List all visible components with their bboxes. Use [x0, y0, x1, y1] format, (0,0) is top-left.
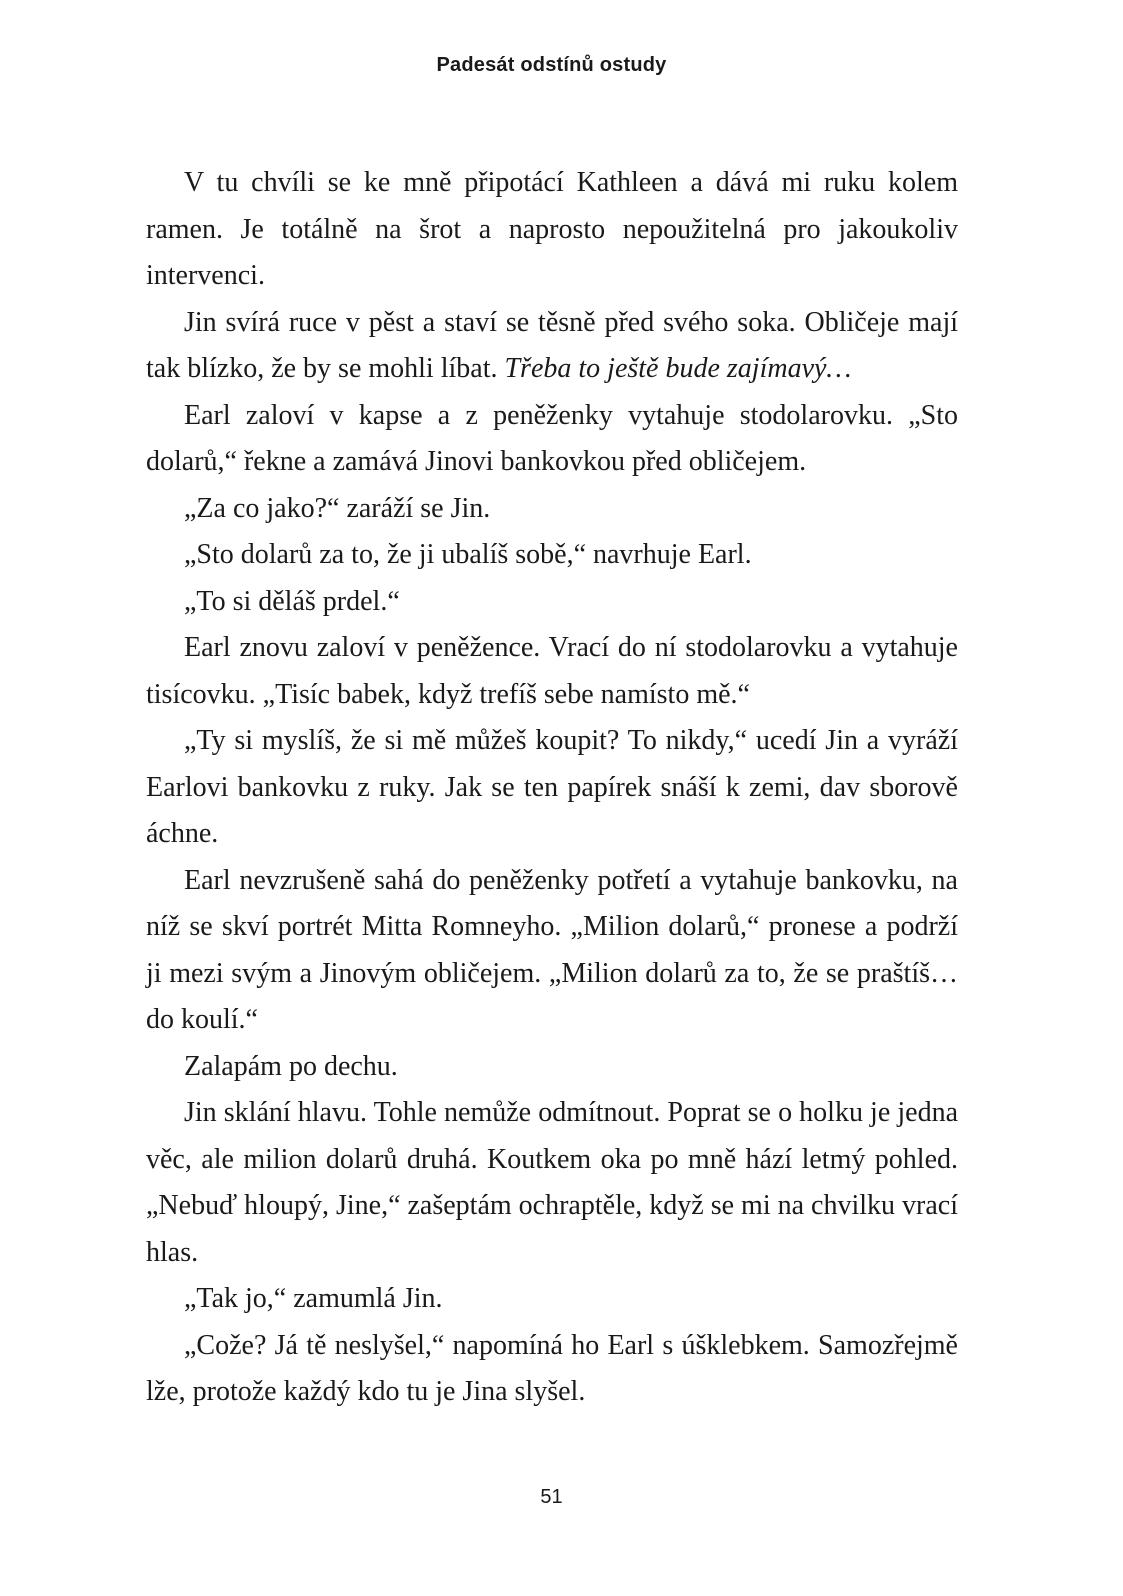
- paragraph-text: Jin sklání hlavu. Tohle nemůže odmítnout. Poprat se o holku je jedna věc, ale milion dolarů druhá. Koutkem oka po mně hází letmý pohled. „Nebuď hloupý, Jine,“ zašeptám ochraptěle, když se mi na chvilku vrací hlas.: [146, 1097, 958, 1268]
- paragraph: [146, 532, 958, 579]
- paragraph: [146, 1276, 958, 1323]
- paragraph: [146, 486, 958, 533]
- body-text: [146, 160, 958, 1416]
- paragraph: [146, 579, 958, 626]
- paragraph-italic-text: Třeba to ještě bude zajímavý…: [504, 353, 852, 384]
- paragraph: [146, 160, 958, 300]
- paragraph: [146, 300, 958, 393]
- paragraph: [146, 1044, 958, 1091]
- paragraph-text: „To si děláš prdel.“: [184, 585, 400, 617]
- paragraph-text: „Sto dolarů za to, že ji ubalíš sobě,“ navrhuje Earl.: [184, 539, 752, 570]
- paragraph: [146, 1323, 958, 1416]
- paragraph: [146, 625, 958, 718]
- page-number: 51: [540, 1486, 563, 1508]
- paragraph-text: Earl nevzrušeně sahá do peněženky potřetí a vytahuje bankovku, na níž se skví portrét Mitta Romneyho. „Milion dolarů,“ pronese a podrží ji mezi svým a Jinovým obličejem. „Milion dolarů za to, že se praštíš… do koulí.“: [146, 864, 958, 1035]
- running-head-title: Padesát odstínů ostudy: [436, 54, 667, 76]
- paragraph-text: „Cože? Já tě neslyšel,“ napomíná ho Earl s úšklebkem. Samozřejmě lže, protože každý kdo tu je Jina slyšel.: [146, 1329, 958, 1407]
- paragraph-text: „Tak jo,“ zamumlá Jin.: [184, 1283, 443, 1314]
- paragraph: [146, 718, 958, 858]
- paragraph-text: „Za co jako?“ zaráží se Jin.: [184, 492, 491, 524]
- paragraph-text: „Ty si myslíš, že si mě můžeš koupit? To nikdy,“ ucedí Jin a vyráží Earlovi bankovku z ruky. Jak se ten papírek snáší k zemi, dav sborově áchne.: [146, 725, 958, 849]
- paragraph: [146, 393, 958, 486]
- paragraph-text: Earl zaloví v kapse a z peněženky vytahuje stodolarovku. „Sto dolarů,“ řekne a zamává Jinovi bankovkou před obličejem.: [146, 399, 958, 477]
- paragraph: [146, 1090, 958, 1276]
- paragraph-text: V tu chvíli se ke mně připotácí Kathleen a dává mi ruku kolem ramen. Je totálně na šrot a naprosto nepoužitelná pro jakoukoliv intervenci.: [146, 167, 958, 291]
- paragraph-text: Zalapám po dechu.: [184, 1050, 398, 1082]
- paragraph-text: Earl znovu zaloví v peněžence. Vrací do ní stodolarovku a vytahuje tisícovku. „Tisíc babek, když trefíš sebe namísto mě.“: [146, 632, 958, 710]
- paragraph: [146, 858, 958, 1044]
- paragraph-text: Jin svírá ruce v pěst a staví se těsně před svého soka. Obličeje mají tak blízko, že by se mohli líbat.: [146, 306, 958, 384]
